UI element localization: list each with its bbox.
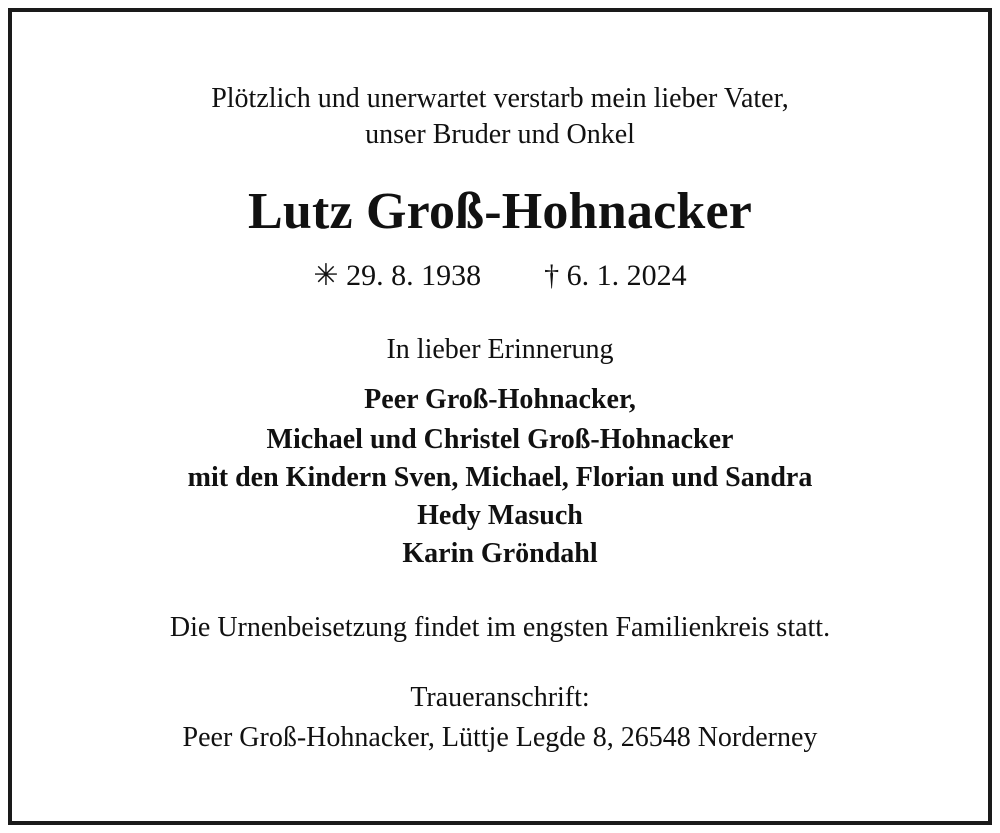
death-cross-icon: † <box>544 259 560 292</box>
deceased-name: Lutz Groß-Hohnacker <box>247 183 753 240</box>
memory-line: In lieber Erinnerung <box>386 334 614 365</box>
death-date: 6. 1. 2024 <box>566 259 687 292</box>
mourner-line: Hedy Masuch <box>417 500 583 531</box>
birth-date: 29. 8. 1938 <box>346 259 482 292</box>
birth-star-icon: ✳ <box>313 259 339 292</box>
address-value: Peer Groß-Hohnacker, Lüttje Legde 8, 26548 Norderney <box>182 722 818 753</box>
mourner-line: mit den Kindern Sven, Michael, Florian und Sandra <box>187 462 813 493</box>
burial-note: Die Urnenbeisetzung findet im engsten Familienkreis statt. <box>169 612 831 643</box>
mourner-line: Michael und Christel Groß-Hohnacker <box>266 424 734 455</box>
mourner-line: Karin Gröndahl <box>402 538 598 569</box>
address-label: Traueranschrift: <box>410 682 590 713</box>
intro-line-1: Plötzlich und unerwartet verstarb mein lieber Vater, <box>211 83 789 114</box>
mourner-line: Peer Groß-Hohnacker, <box>364 384 636 415</box>
intro-line-2: unser Bruder und Onkel <box>365 119 635 150</box>
life-dates <box>0 258 1000 293</box>
